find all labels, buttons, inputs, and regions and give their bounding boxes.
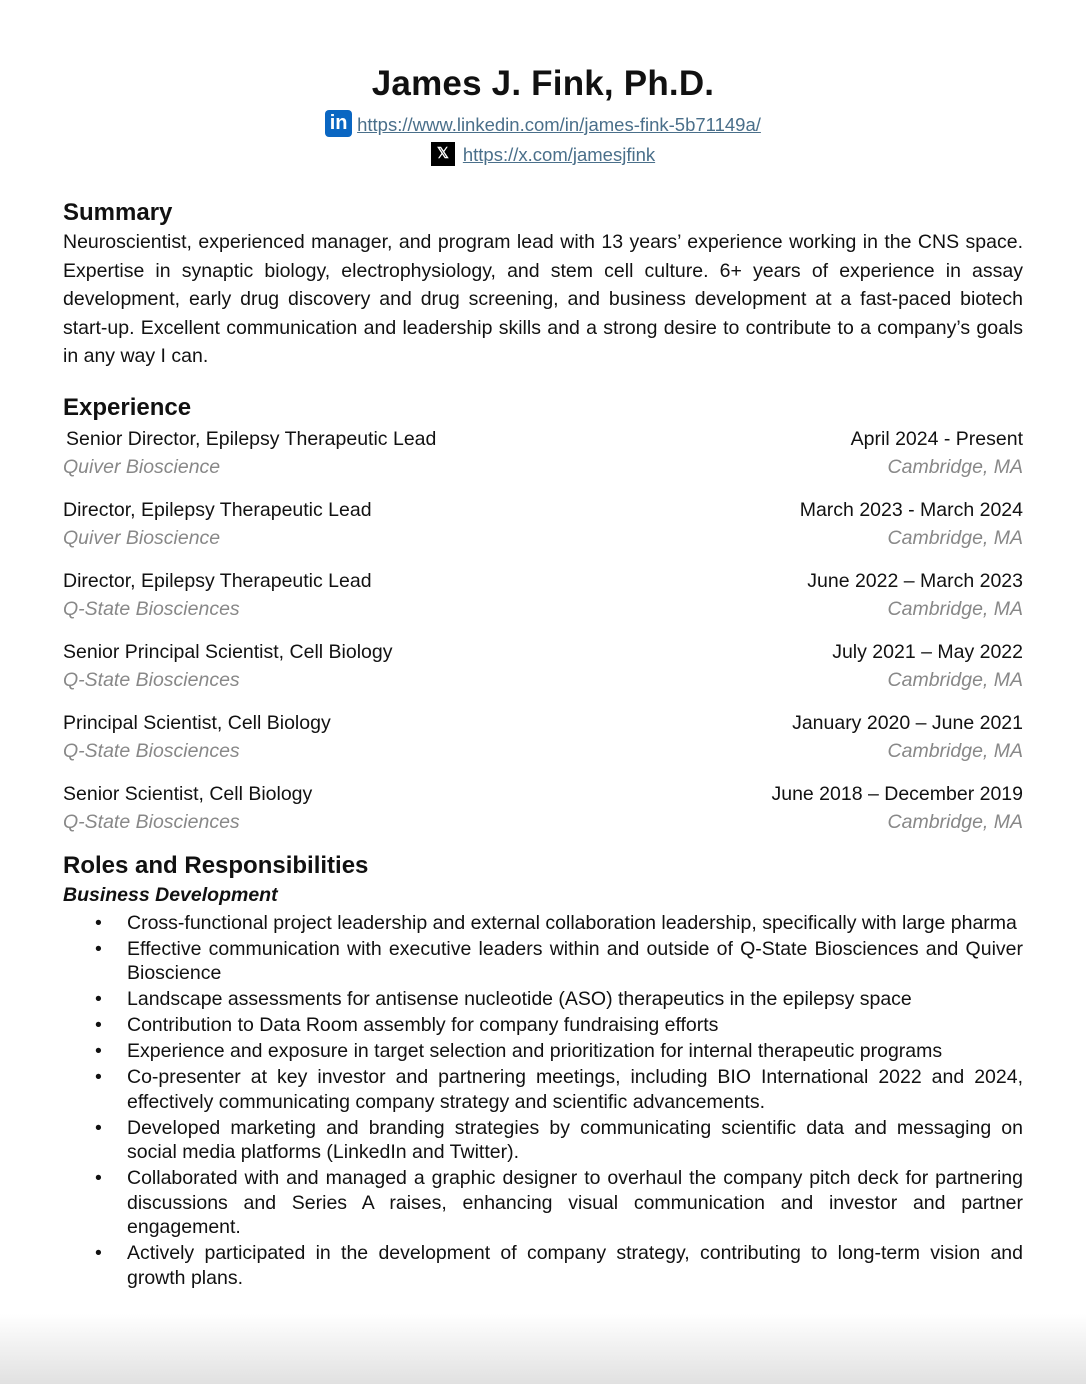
- job-entry: [63, 425, 1023, 482]
- list-item: • Experience and exposure in target selection and prioritization for internal therapeutic programs: [63, 1039, 1023, 1064]
- job-title: Principal Scientist, Cell Biology: [63, 711, 331, 734]
- job-dates: January 2020 – June 2021: [792, 711, 1023, 734]
- list-item: • Co-presenter at key investor and partnering meetings, including BIO International 2022 and 2024, effectively communicating company strategy and scientific advancements.: [63, 1065, 1023, 1114]
- list-item: • Collaborated with and managed a graphic designer to overhaul the company pitch deck for partnering discussions and Series A raises, enhancing visual communication and investor and partner engagement.: [63, 1166, 1023, 1240]
- list-item: • Actively participated in the development of company strategy, contributing to long-term vision and growth plans.: [63, 1241, 1023, 1290]
- job-title: Director, Epilepsy Therapeutic Lead: [63, 498, 372, 521]
- job-title: Director, Epilepsy Therapeutic Lead: [63, 569, 372, 592]
- job-location: Cambridge, MA: [887, 527, 1023, 549]
- job-title: Senior Principal Scientist, Cell Biology: [63, 640, 393, 663]
- x-line: [63, 140, 1023, 170]
- list-item: • Contribution to Data Room assembly for company fundraising efforts: [63, 1013, 1023, 1038]
- job-location: Cambridge, MA: [887, 811, 1023, 833]
- x-icon: 𝕏: [431, 142, 455, 166]
- summary-text: Neuroscientist, experienced manager, and program lead with 13 years’ experience working in the CNS space. Expertise in synaptic biology, electrophysiology, and stem cell culture. 6+ years of experience in assay development, early drug discovery and drug screening, and business development at a fast-paced biotech start-up. Excellent communication and leadership skills and a strong desire to contribute to a company’s goals in any way I can.: [63, 231, 1023, 367]
- list-item: • Cross-functional project leadership and external collaboration leadership, specifically with large pharma: [63, 911, 1023, 936]
- linkedin-icon: in: [325, 110, 352, 137]
- linkedin-line: [63, 110, 1023, 140]
- job-entry: [63, 496, 1023, 553]
- job-entry: [63, 638, 1023, 695]
- job-company: Q-State Biosciences: [63, 598, 240, 620]
- job-title: Senior Scientist, Cell Biology: [63, 782, 313, 805]
- candidate-name: James J. Fink, Ph.D.: [371, 64, 715, 103]
- list-item: • Landscape assessments for antisense nucleotide (ASO) therapeutics in the epilepsy space: [63, 987, 1023, 1012]
- list-item: • Developed marketing and branding strategies by communicating scientific data and messaging on social media platforms (LinkedIn and Twitter).: [63, 1116, 1023, 1165]
- linkedin-link[interactable]: https://www.linkedin.com/in/james-fink-5b71149a/: [357, 114, 761, 135]
- roles-subheading: Business Development: [63, 883, 278, 906]
- job-location: Cambridge, MA: [887, 456, 1023, 478]
- job-dates: March 2023 - March 2024: [799, 498, 1023, 521]
- page-bottom-shadow: [0, 1314, 1086, 1384]
- experience-heading: Experience: [63, 393, 192, 421]
- job-dates: April 2024 - Present: [850, 427, 1023, 450]
- job-company: Quiver Bioscience: [63, 527, 221, 549]
- list-item: • Effective communication with executive leaders within and outside of Q-State Biosciences and Quiver Bioscience: [63, 937, 1023, 986]
- job-title: Senior Director, Epilepsy Therapeutic Lead: [66, 427, 437, 450]
- job-location: Cambridge, MA: [887, 740, 1023, 762]
- job-entry: [63, 709, 1023, 766]
- experience-list: [63, 425, 1023, 837]
- job-location: Cambridge, MA: [887, 598, 1023, 620]
- job-entry: [63, 780, 1023, 837]
- job-dates: July 2021 – May 2022: [832, 640, 1023, 663]
- job-dates: June 2018 – December 2019: [771, 782, 1023, 805]
- resume-page: [63, 60, 1023, 1292]
- summary-heading: Summary: [63, 199, 173, 226]
- responsibilities-list: [63, 911, 1023, 1291]
- job-dates: June 2022 – March 2023: [807, 569, 1023, 592]
- x-link[interactable]: https://x.com/jamesjfink: [462, 144, 656, 165]
- job-company: Q-State Biosciences: [63, 811, 240, 833]
- job-company: Q-State Biosciences: [63, 669, 240, 691]
- job-company: Q-State Biosciences: [63, 740, 240, 762]
- roles-heading: Roles and Responsibilities: [63, 851, 369, 879]
- job-location: Cambridge, MA: [887, 669, 1023, 691]
- job-company: Quiver Bioscience: [63, 456, 221, 478]
- job-entry: [63, 567, 1023, 624]
